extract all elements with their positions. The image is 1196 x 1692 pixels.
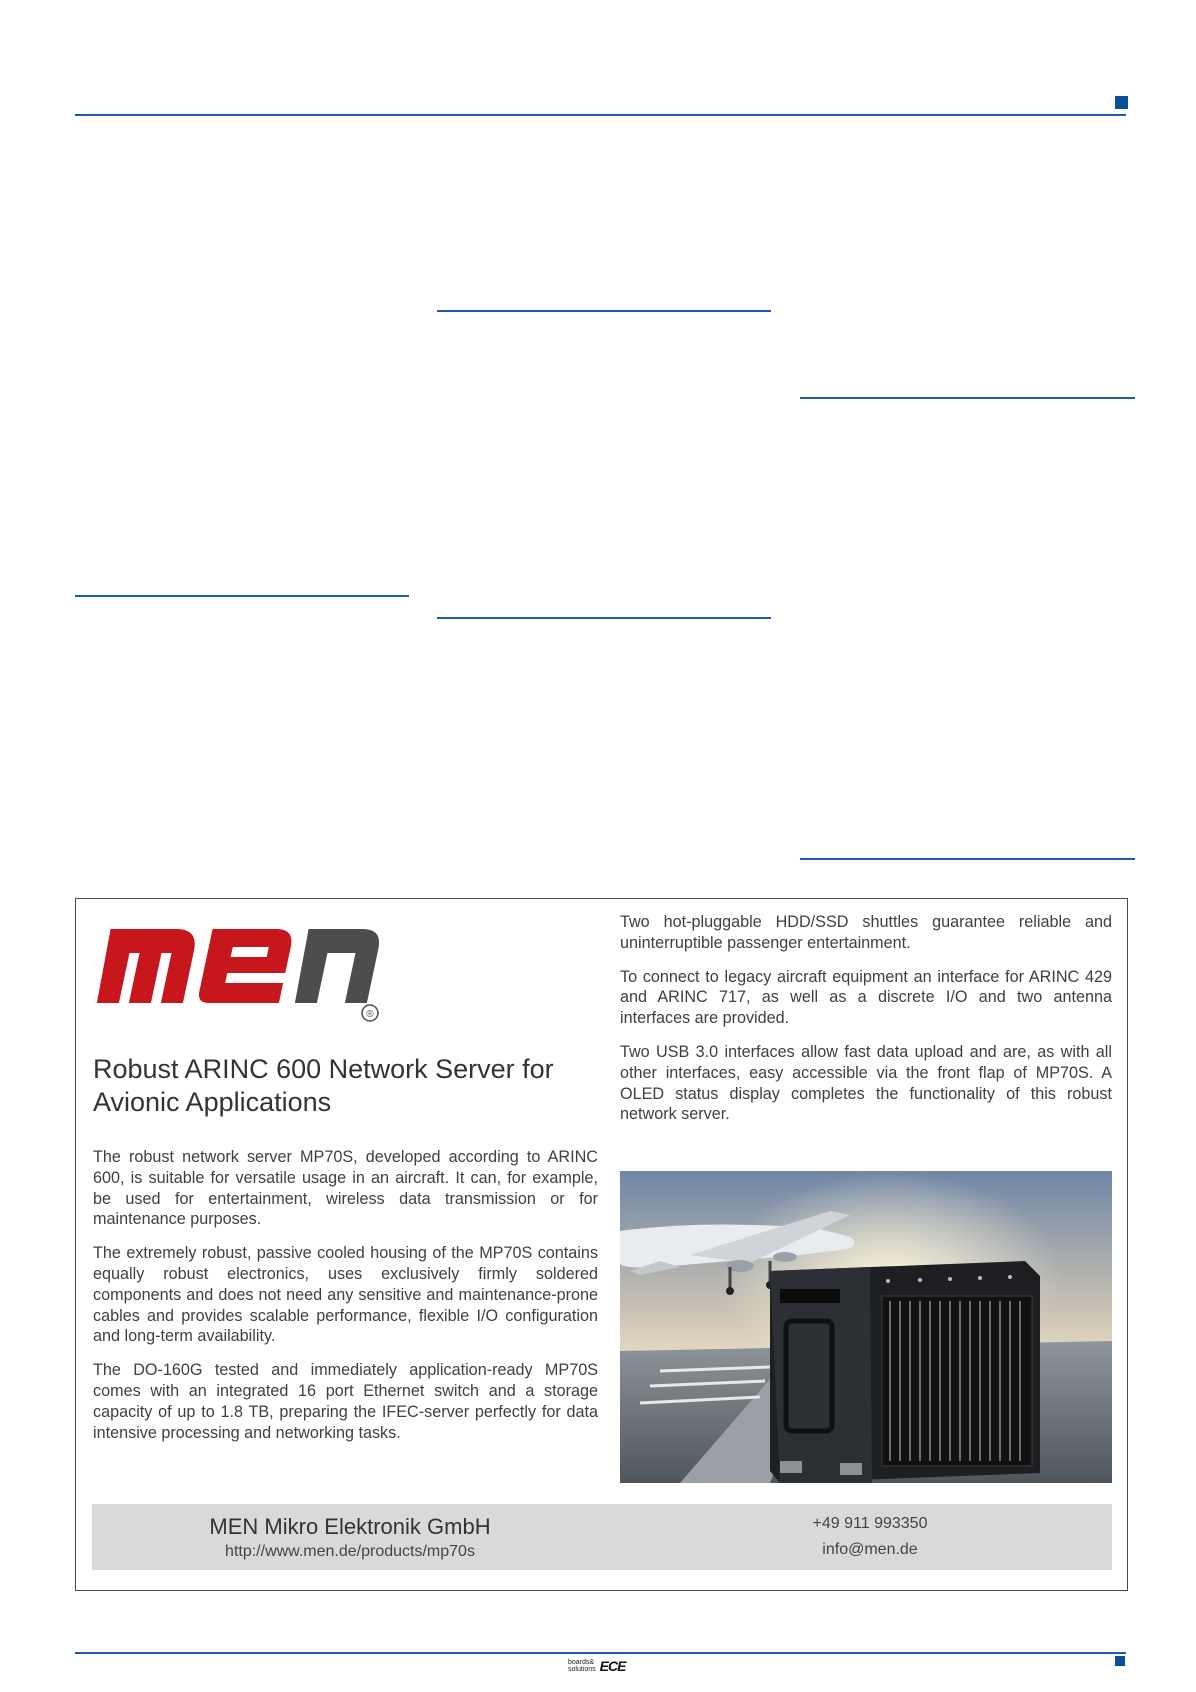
registered-mark: ® <box>366 1009 374 1020</box>
footer-logo-big: ECE <box>599 1658 626 1674</box>
contact-bar <box>92 1504 1112 1570</box>
header-square-icon <box>1115 96 1128 109</box>
footer-logo <box>568 1658 625 1674</box>
advertisement <box>75 898 1128 1591</box>
column-rule <box>800 858 1135 860</box>
footer-logo-small-top: boards& <box>568 1659 595 1666</box>
paragraph: The extremely robust, passive cooled housing of the MP70S contains equally robust electronics, uses exclusively firmly soldered components and does not need any sensitive and maintenance-prone cables and provides scalable performance, flexible I/O configuration and long-term availability. <box>93 1244 598 1346</box>
ad-headline <box>93 1053 593 1119</box>
company-name: MEN Mikro Elektronik GmbH <box>209 1514 491 1539</box>
product-photo <box>620 1171 1112 1483</box>
paragraph: To connect to legacy aircraft equipment an interface for ARINC 429 and ARINC 717, as well as a discrete I/O and two antenna interfaces are provided. <box>620 967 1112 1028</box>
left-column <box>93 1147 598 1456</box>
footer-logo-small <box>568 1659 596 1673</box>
email-link[interactable]: info@men.de <box>822 1541 918 1558</box>
server-unit-icon <box>770 1261 1040 1483</box>
headline-line: Robust ARINC 600 Network Server for <box>93 1054 554 1084</box>
paragraph: Two USB 3.0 interfaces allow fast data upload and are, as with all other interfaces, easy accessible via the front flap of MP70S. A OLED status display completes the functionality of this robust network server. <box>620 1042 1112 1124</box>
footer-rule <box>75 1652 1126 1654</box>
paragraph: The robust network server MP70S, developed according to ARINC 600, is suitable for versatile usage in an aircraft. It can, for example, be used for entertainment, wireless data transmission or for maintenance purposes. <box>93 1148 598 1229</box>
paragraph: Two hot-pluggable HDD/SSD shuttles guarantee reliable and uninterruptible passenger entertainment. <box>620 913 1112 952</box>
column-rule <box>800 397 1135 399</box>
footer-logo-small-bottom: solutions <box>568 1666 596 1673</box>
website-link[interactable]: http://www.men.de/products/mp70s <box>225 1543 475 1560</box>
paragraph: The DO-160G tested and immediately application-ready MP70S comes with an integrated 16 port Ethernet switch and a storage capacity of up to 1.8 TB, preparing the IFEC-server perfectly for data intensive processing and networking tasks. <box>93 1361 598 1442</box>
header-rule <box>75 114 1126 116</box>
headline-line: Avionic Applications <box>93 1087 332 1117</box>
phone-number: +49 911 993350 <box>812 1515 928 1532</box>
column-rule <box>437 310 771 312</box>
footer-square-icon <box>1115 1656 1125 1666</box>
column-rule <box>75 595 409 597</box>
right-column <box>620 912 1112 1138</box>
column-rule <box>437 617 771 619</box>
men-logo <box>92 913 382 1025</box>
